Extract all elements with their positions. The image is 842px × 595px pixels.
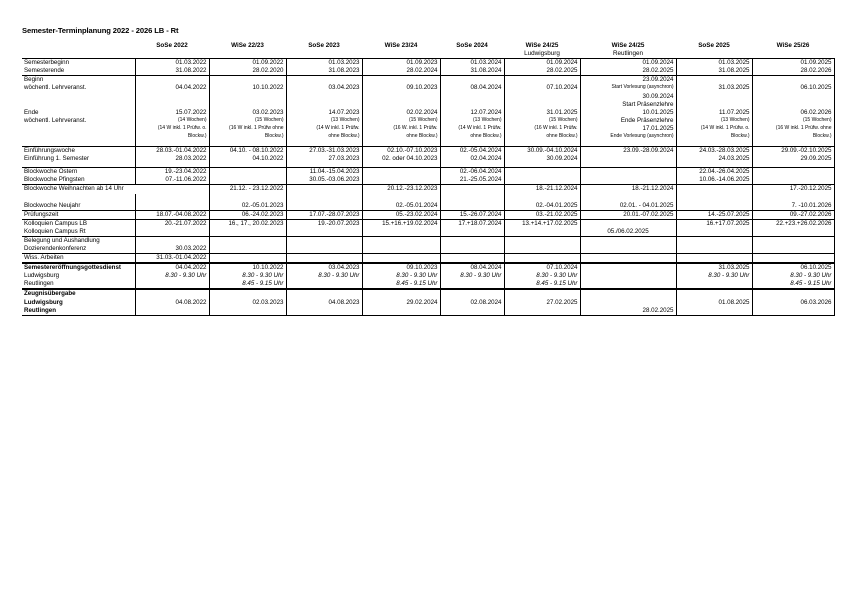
cell: ohne Blockw.) [362, 133, 440, 140]
row-label: Zeugnisübergabe [22, 289, 135, 298]
table-row [22, 176, 834, 185]
cell: 31.01.2025 [504, 109, 580, 117]
col-header: SoSe 2024 [456, 42, 488, 49]
cell: 30.09.2024 [580, 93, 676, 101]
cell: (15 Wochen) [504, 117, 580, 125]
cell: 02.03.2023 [209, 299, 286, 307]
cell: 18.-21.12.2024 [504, 185, 580, 194]
cell: 07.-11.06.2022 [135, 176, 209, 185]
cell: ohne Blockw.) [440, 133, 504, 140]
cell: 01.08.2025 [676, 299, 752, 307]
row-label: Beginn [22, 76, 135, 85]
cell: 05.-23.02.2024 [362, 210, 440, 219]
cell: 09.10.2023 [362, 84, 440, 92]
col-header: SoSe 2025 [698, 42, 730, 49]
cell: 18.-21.12.2024 [580, 185, 676, 194]
cell: ohne Blockw.) [286, 133, 362, 140]
cell: 28.02.2024 [362, 67, 440, 76]
cell: 8.30 - 9.30 Uhr [209, 272, 286, 280]
cell: Ende Vorlesung (asynchron) [580, 133, 676, 140]
cell: 31.08.2022 [135, 67, 209, 76]
cell: (14 W inkl. 1 Prüfw. [286, 125, 362, 133]
cell: (14 Wochen) [135, 117, 209, 125]
cell: Blockw.) [676, 133, 752, 140]
cell: 22.+23.+26.02.2026 [752, 219, 834, 228]
cell: 24.03.-28.03.2025 [676, 146, 752, 155]
header-row [22, 42, 834, 50]
cell: 02.08.2024 [440, 299, 504, 307]
cell: 16., 17., 20.02.2023 [209, 219, 286, 228]
cell: 17.07.-28.07.2023 [286, 210, 362, 219]
row-label: Kolloquien Campus Rt [22, 228, 135, 237]
cell: 02.01. - 04.01.2025 [580, 202, 676, 211]
subheader-row [22, 50, 834, 59]
cell: 8.45 - 9.15 Uhr [362, 280, 440, 289]
cell: 8.30 - 9.30 Uhr [440, 272, 504, 280]
cell: 03.04.2023 [286, 263, 362, 272]
row-label: wöchentl. Lehrveranst. [22, 84, 135, 92]
cell: 04.04.2022 [135, 263, 209, 272]
col-header: SoSe 2022 [156, 42, 188, 49]
row-label: Wiss. Arbeiten [22, 254, 135, 264]
cell: (14 W inkl. 1 Prüfw. o. [135, 125, 209, 133]
cell: 10.10.2022 [209, 263, 286, 272]
cell: 23.09.2024 [580, 76, 676, 85]
cell: 09.10.2023 [362, 263, 440, 272]
table-row [22, 210, 834, 219]
col-subheader: Ludwigsburg [524, 50, 560, 58]
cell: (16 W inkl. 1 Prüfw. ohne [752, 125, 834, 133]
row-label: Reutlingen [22, 307, 135, 316]
cell: 28.02.2025 [580, 307, 676, 316]
cell: Start Vorlesung (asynchron) [580, 84, 676, 92]
cell: 30.03.2022 [135, 245, 209, 254]
cell: 15.+16.+19.02.2024 [362, 219, 440, 228]
cell: 08.04.2024 [440, 263, 504, 272]
cell: (15 Wochen) [209, 117, 286, 125]
col-header: WiSe 25/26 [776, 42, 810, 49]
table-row [22, 280, 834, 289]
spacer-row [22, 194, 834, 202]
cell: 10.01.2025 [580, 109, 676, 117]
table-row [22, 59, 834, 68]
col-header: WiSe 24/25 [525, 42, 559, 49]
cell: Blockw.) [135, 133, 209, 140]
cell: 31.08.2025 [676, 67, 752, 76]
row-label: Blockwoche Neujahr [22, 202, 135, 211]
cell: 01.03.2024 [440, 59, 504, 68]
cell: (16 W. inkl. 1 Prüfw. [362, 125, 440, 133]
cell: 18.07.-04.08.2022 [135, 210, 209, 219]
cell: 16.+17.07.2025 [676, 219, 752, 228]
cell: 02.02.2024 [362, 109, 440, 117]
cell: (16 W inkl. 1 Prüfw. [504, 125, 580, 133]
cell: 02.-04.01.2025 [504, 202, 580, 211]
table-row [22, 76, 834, 85]
cell: 17.+18.07.2024 [440, 219, 504, 228]
cell: 01.09.2024 [580, 59, 676, 68]
cell: 8.45 - 9.15 Uhr [209, 280, 286, 289]
cell: 14.-25.07.2025 [676, 210, 752, 219]
cell: 07.10.2024 [504, 84, 580, 92]
cell: (13 Wochen) [440, 117, 504, 125]
table-row [22, 67, 834, 76]
cell: 28.02.2025 [504, 67, 580, 76]
row-label: Prüfungszeit [22, 210, 135, 219]
cell: 02.-05.01.2024 [362, 202, 440, 211]
cell: 02.10.-07.10.2023 [362, 146, 440, 155]
cell: 31.03.-01.04.2022 [135, 254, 209, 264]
cell: 21.12. - 23.12.2022 [209, 185, 286, 194]
cell: 28.02.2026 [752, 67, 834, 76]
table-row [22, 93, 834, 101]
cell: 09.-27.02.2026 [752, 210, 834, 219]
table-row [22, 299, 834, 307]
cell: 31.03.2025 [676, 263, 752, 272]
cell: 27.03.-31.03.2023 [286, 146, 362, 155]
cell: 8.30 - 9.30 Uhr [135, 272, 209, 280]
row-label: Einführungswoche [22, 146, 135, 155]
cell: (15 Wochen) [752, 117, 834, 125]
row-label: Belegung und Aushandlung [22, 236, 135, 245]
table-row [22, 263, 834, 272]
row-label: Ludwigsburg [22, 272, 135, 280]
cell: 10.10.2022 [209, 84, 286, 92]
cell: 06.02.2026 [752, 109, 834, 117]
cell: 03.-21.02.2025 [504, 210, 580, 219]
cell: 29.09.-02.10.2025 [752, 146, 834, 155]
cell: 01.09.2023 [362, 59, 440, 68]
cell: 04.10. - 08.10.2022 [209, 146, 286, 155]
cell: 02.-06.04.2024 [440, 168, 504, 177]
cell: 05./06.02.2025 [580, 228, 676, 237]
cell: (13 Wochen) [676, 117, 752, 125]
table-row [22, 185, 834, 194]
table-row [22, 117, 834, 125]
table-row [22, 109, 834, 117]
row-label: wöchentl. Lehrveranst. [22, 117, 135, 125]
cell: 06.10.2025 [752, 263, 834, 272]
table-row [22, 168, 834, 177]
cell: 22.04.-26.04.2025 [676, 168, 752, 177]
cell: 17.01.2025 [580, 125, 676, 133]
table-row [22, 125, 834, 133]
cell: 01.09.2024 [504, 59, 580, 68]
cell: 27.03.2023 [286, 155, 362, 163]
cell: 21.-25.05.2024 [440, 176, 504, 185]
cell: 23.09.-28.09.2024 [580, 146, 676, 155]
cell: 20.12.-23.12.2023 [362, 185, 440, 194]
row-label: Reutlingen [22, 280, 135, 289]
cell: 20.01.-07.02.2025 [580, 210, 676, 219]
cell: 8.30 - 9.30 Uhr [504, 272, 580, 280]
cell: 8.30 - 9.30 Uhr [752, 272, 834, 280]
table-row [22, 101, 834, 109]
cell: 15.-26.07.2024 [440, 210, 504, 219]
cell: 14.07.2023 [286, 109, 362, 117]
cell: 30.05.-03.06.2023 [286, 176, 362, 185]
row-label: Semesterende [22, 67, 135, 76]
col-subheader: Reutlingen [612, 50, 644, 58]
table-row [22, 272, 834, 280]
col-header: SoSe 2023 [308, 42, 340, 49]
row-label: Semestereröffnungsgottesdienst [22, 263, 135, 272]
cell: 30.09.2024 [504, 155, 580, 163]
cell: 13.+14.+17.02.2025 [504, 219, 580, 228]
row-label: Ludwigsburg [22, 299, 135, 307]
cell: 30.09.-04.10.2024 [504, 146, 580, 155]
cell: 7. -10.01.2026 [752, 202, 834, 211]
cell: (15 Wochen) [362, 117, 440, 125]
cell: 06.10.2025 [752, 84, 834, 92]
table-row [22, 84, 834, 92]
row-label: Kolloquien Campus LB [22, 219, 135, 228]
cell: 10.06.-14.06.2025 [676, 176, 752, 185]
table-row [22, 155, 834, 163]
cell: 31.03.2025 [676, 84, 752, 92]
cell: ohne Blockw.) [504, 133, 580, 140]
cell: 17.-20.12.2025 [752, 185, 834, 194]
cell: 28.02.2025 [580, 67, 676, 76]
cell: Blockw.) [752, 133, 834, 140]
cell: 31.08.2023 [286, 67, 362, 76]
table-row [22, 289, 834, 298]
table-row [22, 254, 834, 264]
cell: 02.-05.01.2023 [209, 202, 286, 211]
cell: 04.04.2022 [135, 84, 209, 92]
cell: 8.45 - 9.15 Uhr [752, 280, 834, 289]
row-label: Semesterbeginn [22, 59, 135, 68]
cell: 27.02.2025 [504, 299, 580, 307]
cell: 29.02.2024 [362, 299, 440, 307]
table-row [22, 228, 834, 237]
cell: 02.-05.04.2024 [440, 146, 504, 155]
cell: 29.09.2025 [752, 155, 834, 163]
cell: 04.08.2023 [286, 299, 362, 307]
cell: Start Präsenzlehre [580, 101, 676, 109]
cell: 07.10.2024 [504, 263, 580, 272]
table-row [22, 307, 834, 316]
table-row [22, 219, 834, 228]
row-label: Dozierendenkonferenz [22, 245, 135, 254]
cell: 04.10.2022 [209, 155, 286, 163]
cell: 01.03.2022 [135, 59, 209, 68]
cell: 24.03.2025 [676, 155, 752, 163]
row-label: Ende [22, 109, 135, 117]
cell: 02.04.2024 [440, 155, 504, 163]
row-label: Einführung 1. Semester [22, 155, 135, 163]
col-header: WiSe 22/23 [231, 42, 264, 49]
cell: 11.04.-15.04.2023 [286, 168, 362, 177]
cell: 8.45 - 9.15 Uhr [504, 280, 580, 289]
cell: 11.07.2025 [676, 109, 752, 117]
row-label: Blockwoche Pfingsten [22, 176, 135, 185]
cell: 20.-21.07.2022 [135, 219, 209, 228]
cell: 01.03.2023 [286, 59, 362, 68]
cell: 06.-24.02.2023 [209, 210, 286, 219]
cell: 01.03.2025 [676, 59, 752, 68]
cell: (14 W inkl. 1 Prüfw. o. [676, 125, 752, 133]
cell: 8.30 - 9.30 Uhr [286, 272, 362, 280]
schedule-table [22, 42, 835, 316]
cell: 08.04.2024 [440, 84, 504, 92]
cell: 12.07.2024 [440, 109, 504, 117]
cell: 15.07.2022 [135, 109, 209, 117]
cell: (14 W inkl. 1 Prüfw. [440, 125, 504, 133]
cell: (16 W inkl. 1 Prüfw ohne [209, 125, 286, 133]
col-header: WiSe 24/25 [611, 42, 645, 49]
cell: 19.-20.07.2023 [286, 219, 362, 228]
table-row [22, 133, 834, 140]
cell: 01.09.2025 [752, 59, 834, 68]
table-row [22, 245, 834, 254]
cell: Ende Präsenzlehre [580, 117, 676, 125]
cell: 8.30 - 9.30 Uhr [362, 272, 440, 280]
table-row [22, 202, 834, 211]
cell: 8.30 - 9.30 Uhr [676, 272, 752, 280]
cell: 31.08.2024 [440, 67, 504, 76]
cell: 28.03.2022 [135, 155, 209, 163]
row-label: Blockwoche Weihnachten ab 14 Uhr [22, 185, 209, 194]
cell: 04.08.2022 [135, 299, 209, 307]
cell: 03.04.2023 [286, 84, 362, 92]
table-row [22, 146, 834, 155]
cell: 01.09.2022 [209, 59, 286, 68]
page-title: Semester-Terminplanung 2022 - 2026 LB - Rt [22, 26, 179, 35]
cell: Blockw.) [209, 133, 286, 140]
cell: 02. oder 04.10.2023 [362, 155, 440, 163]
cell: 03.02.2023 [209, 109, 286, 117]
row-label: Blockwoche Ostern [22, 168, 135, 177]
cell: (13 Wochen) [286, 117, 362, 125]
cell: 19.-23.04.2022 [135, 168, 209, 177]
table-row [22, 236, 834, 245]
cell: 06.03.2026 [752, 299, 834, 307]
col-header: WiSe 23/24 [384, 42, 418, 49]
cell: 28.03.-01.04.2022 [135, 146, 209, 155]
cell: 28.02.2020 [209, 67, 286, 76]
